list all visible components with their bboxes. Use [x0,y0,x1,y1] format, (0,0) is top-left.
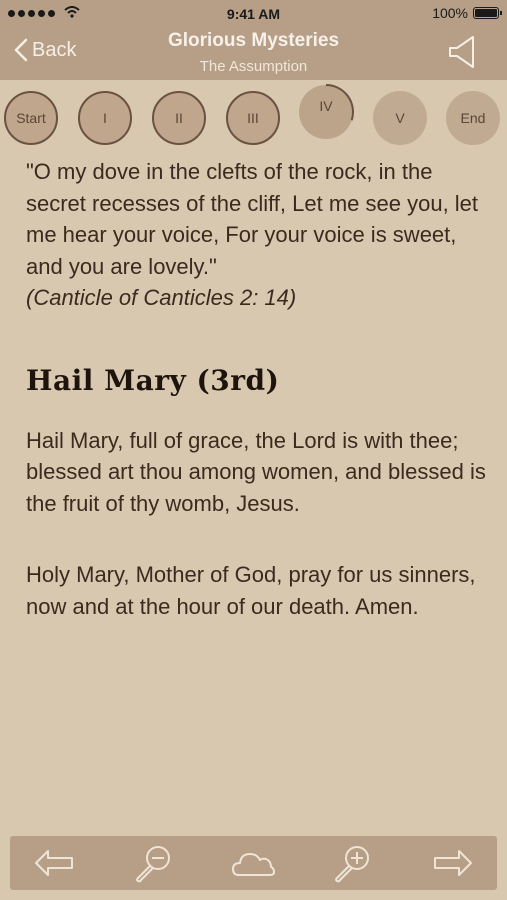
zoom-in-icon[interactable] [331,843,375,883]
bead-3[interactable] [226,91,280,145]
zoom-out-icon[interactable] [132,843,176,883]
battery-icon [473,7,499,19]
scripture-verse: "O my dove in the clefts of the rock, in the secret recesses of the cliff, Let me see you, let me hear your voice, For your voice is sweet, and you are lovely." [26,159,479,279]
bead-label: II [175,110,183,126]
bead-label: V [395,110,405,126]
cloud-icon[interactable] [231,843,275,883]
battery-percentage: 100% [432,5,468,21]
arrow-left-icon[interactable] [32,843,76,883]
back-label: Back [32,38,77,61]
navigation-bar [0,28,507,80]
bead-label: I [103,110,107,126]
bead-label: III [247,110,259,126]
prayer-content [26,156,486,622]
status-bar [0,0,507,28]
bead-2[interactable] [152,91,206,145]
page-subtitle: The Assumption [199,58,308,75]
bead-start[interactable] [4,91,58,145]
bead-4-current[interactable] [299,85,353,139]
bead-label: Start [16,110,46,126]
speaker-icon[interactable] [447,34,479,70]
bead-1[interactable] [78,91,132,145]
prayer-paragraph-2: Holy Mary, Mother of God, pray for us sinners, now and at the hour of our death. Amen. [26,562,476,619]
bead-label: IV [319,98,333,114]
decade-progress [0,80,507,160]
prayer-paragraph-1: Hail Mary, full of grace, the Lord is with thee; blessed art thou among women, and blessed is the fruit of thy womb, Jesus. [26,427,486,516]
prayer-title: Hail Mary (3rd) [26,363,280,397]
bead-label: End [460,110,486,126]
bottom-toolbar [10,836,497,890]
page-title: Glorious Mysteries [167,30,340,51]
bead-5[interactable] [373,91,427,145]
status-time: 9:41 AM [226,6,281,22]
bead-end[interactable] [446,91,500,145]
scripture-citation: (Canticle of Canticles 2: 14) [26,285,297,310]
arrow-right-icon[interactable] [431,843,475,883]
